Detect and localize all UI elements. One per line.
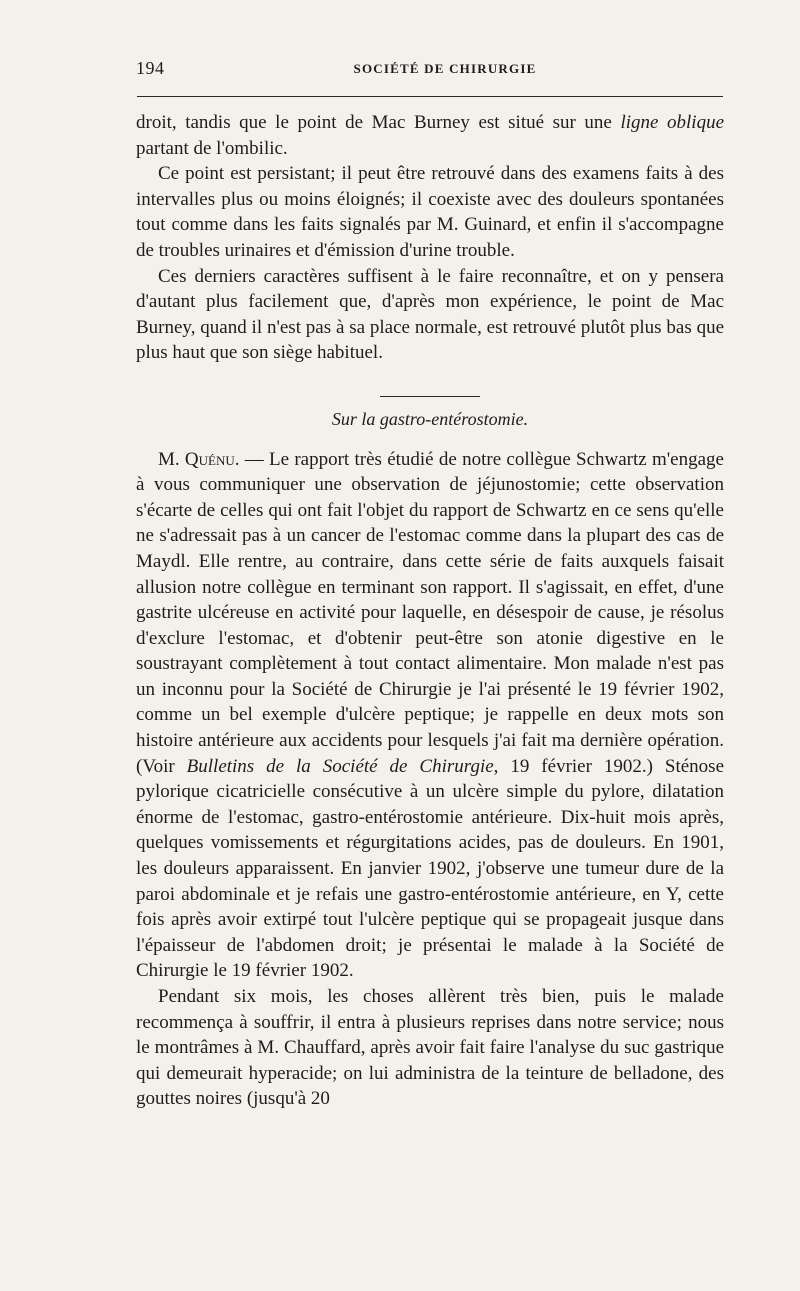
paragraph-2: Ce point est persistant; il peut être retrouvé dans des examens faits à des intervalles plus ou moins éloignés; il coexiste avec des douleurs spontanées tout comme dans les faits signalés par M. Guinard, et enfin il s'accompagne de troubles urinaires et d'émission d'urine trouble.	[136, 163, 724, 261]
paragraph-1-text-a: droit, tandis que le point de Mac Burney est situé sur une	[136, 112, 621, 133]
page-number: 194	[136, 58, 165, 78]
section-title: Sur la gastro-entérostomie.	[331, 408, 529, 429]
running-head: SOCIÉTÉ DE CHIRURGIE	[353, 61, 537, 76]
paragraph-4-text-a: . — Le rapport très étudié de notre collègue Schwartz m'engage à vous communiquer une observation de jéjunostomie; cette observation s'écarte de celles qui ont fait l'objet du rapport de Schwartz en ce sens qu'elle ne s'adressait pas à un cancer de l'estomac comme dans la plupart des cas de Maydl. Elle rentre, au contraire, dans cette série de faits auxquels faisait allusion notre collègue en terminant son rapport. Il s'agissait, en effet, d'une gastrite ulcéreuse en activité pour laquelle, en désespoir de cause, je résolus d'exclure l'estomac, et d'obtenir peut-être son atonie digestive en le soustrayant complètement à tout contact alimentaire. Mon malade n'est pas un inconnu pour la Société de Chirurgie je l'ai présenté le 19 février 1902, comme un bel exemple d'ulcère peptique; je rappelle en deux mots son histoire antérieure aux accidents pour lesquels j'ai fait ma dernière opération. (Voir	[136, 448, 724, 777]
speaker-prefix: M.	[158, 448, 185, 470]
paragraph-4-text-b: , 19 février 1902.) Sténose pylorique cicatricielle consécutive à un ulcère simple du pylore, dilatation énorme de l'estomac, gastro-entérostomie antérieure. Dix-huit mois après, quelques vomissements et régurgitations acides, pas de douleurs. En 1901, les douleurs apparaissent. En janvier 1902, j'observe une tumeur dure de la paroi abdominale et je refais une gastro-entérostomie antérieure, en Y, cette fois après avoir extirpé tout l'ulcère peptique qui se propageait jusque dans l'épaisseur de l'abdomen droit; je présentai le malade à la Société de Chirurgie le 19 février 1902.	[136, 755, 725, 982]
paragraph-3: Ces derniers caractères suffisent à le faire reconnaître, et on y pensera d'autant plus facilement que, d'après mon expérience, le point de Mac Burney, quand il n'est pas à sa place normale, est retrouvé plutôt plus bas que plus haut que son siège habituel.	[136, 265, 724, 364]
paragraph-4	[136, 447, 724, 984]
paragraph-5: Pendant six mois, les choses allèrent très bien, puis le malade recommença à souffrir, il entra à plusieurs reprises dans notre service; nous le montrâmes à M. Chauffard, après avoir fait faire l'analyse du suc gastrique qui demeurait hyperacide; on lui administra de la teinture de belladone, des gouttes noires (jusqu'à 20	[136, 986, 724, 1110]
section-rule	[380, 396, 480, 397]
header-rule	[137, 96, 723, 97]
paragraph-1-italic: ligne oblique	[620, 112, 724, 133]
page-header	[136, 58, 724, 82]
speaker-name: Quénu	[184, 448, 235, 470]
body-text	[136, 110, 724, 1112]
paragraph-1-text-b: partant de l'ombilic.	[136, 137, 288, 159]
paragraph-1	[136, 110, 724, 161]
paragraph-4-italic: Bulletins de la Société de Chirurgie	[186, 755, 494, 777]
